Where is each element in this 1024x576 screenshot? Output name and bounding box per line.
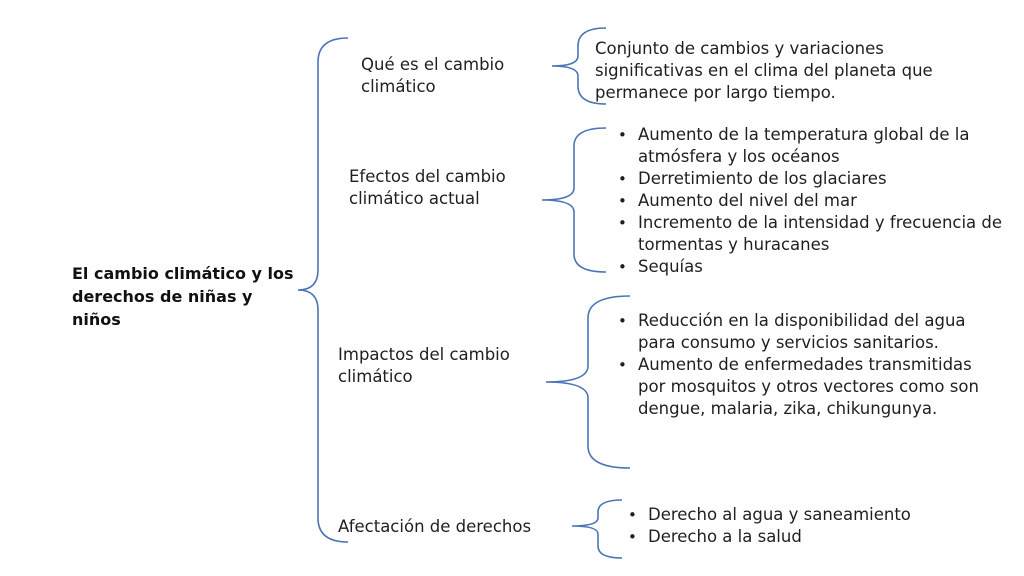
branch-definition-label: Qué es el cambio climático — [361, 55, 505, 96]
list-item: • Reducción en la disponibilidad del agua para consumo y servicios sanitarios. — [612, 310, 982, 354]
list-item: • Incremento de la intensidad y frecuencia de tormentas y huracanes — [612, 212, 1012, 256]
list-item: • Derretimiento de los glaciares — [612, 168, 1012, 190]
list-item: • Sequías — [612, 256, 1012, 278]
list-item: • Aumento de enfermedades transmitidas por mosquitos y otros vectores como son dengue, malaria, zika, chikungunya. — [612, 354, 982, 420]
effects-list — [612, 124, 1012, 278]
list-item: • Aumento del nivel del mar — [612, 190, 1012, 212]
list-item: • Aumento de la temperatura global de la atmósfera y los océanos — [612, 124, 1012, 168]
root-title: El cambio climático y los derechos de niñas y niños — [72, 264, 294, 329]
branch-rights-label: Afectación de derechos — [338, 517, 532, 536]
impacts-list — [612, 310, 982, 420]
rights-list — [622, 504, 982, 548]
list-item: • Derecho al agua y saneamiento — [622, 504, 982, 526]
definition-text: Conjunto de cambios y variaciones significativas en el clima del planeta que permanece por largo tiempo. — [595, 39, 933, 102]
main-brace — [298, 38, 348, 542]
brace-effects — [542, 128, 606, 272]
brace-rights — [572, 500, 622, 558]
branch-effects-label: Efectos del cambio climático actual — [349, 167, 506, 208]
list-item: • Derecho a la salud — [622, 526, 982, 548]
branch-impacts-label: Impactos del cambio climático — [338, 345, 510, 386]
